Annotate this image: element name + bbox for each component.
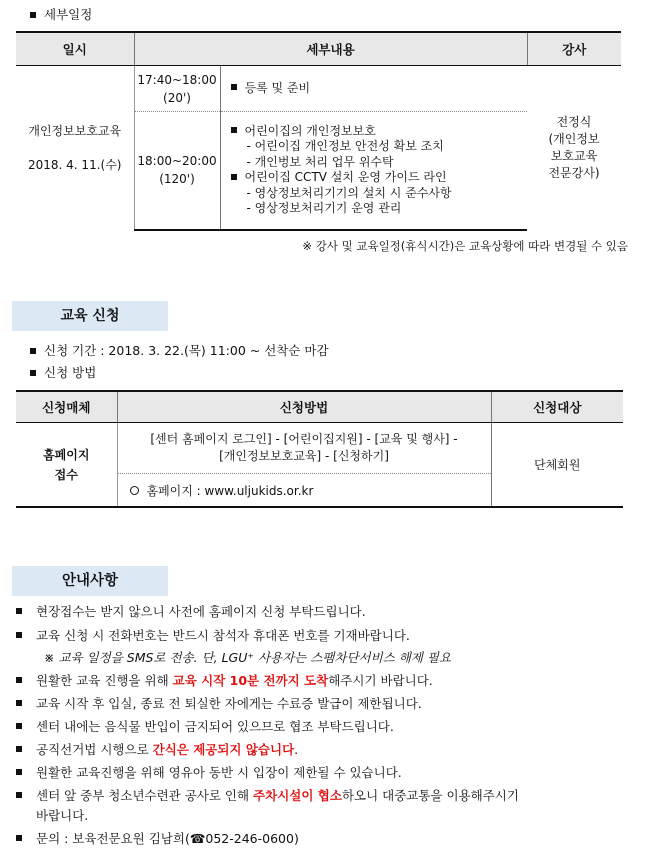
header-method: 신청방법 [117,391,491,423]
bullet-icon [30,348,36,354]
schedule-date-cell: 개인정보보호교육 2018. 4. 11.(수) [28,123,122,172]
bullet-icon [16,608,22,614]
target-cell: 단체회원 [491,423,623,508]
bullet-icon [30,12,36,18]
bullet-icon [231,84,237,90]
bullet-icon [16,835,22,841]
header-lecturer: 강사 [527,32,621,66]
method-cell: [센터 홈페이지 로그인] - [어린이집지원] - [교육 및 행사] - [개인정보보호교육] - [신청하기] [117,423,491,474]
lecturer-cell: 전정식 (개인정보 보호교육 전문강사) [548,114,600,180]
bullet-icon [16,677,22,683]
header-date: 일시 [16,32,134,66]
notice-item-continued: 바랍니다. [36,808,89,823]
schedule-heading: 세부일정 [30,5,92,23]
bullet-icon [16,746,22,752]
circle-icon [130,486,139,495]
schedule-note: ※ 강사 및 교육일정(휴식시간)은 교육상황에 따라 변경될 수 있음 [302,239,628,253]
bullet-icon [16,792,22,798]
content-cell-1: 등록 및 준비 [220,66,527,112]
application-title: 교육 신청 [12,301,168,331]
notice-item: 현장접수는 받지 않으니 사전에 홈페이지 신청 부탁드립니다. [36,602,366,620]
notice-item: 교육 시작 후 입실, 종료 전 퇴실한 자에게는 수료증 발급이 제한됩니다. [36,694,422,712]
bullet-icon [231,174,237,180]
bullet-icon [30,370,36,376]
content-cell-2: 어린이집의 개인정보보호 - 어린이집 개인정보 안전성 확보 조치 - 개인벙보 처리 업무 위수탁 어린이집 CCTV 설치 운영 가이드 라인 - 영상정보처리기기의 설치 시 준수사항 - 영상정보처리기기 운영 관리 [220,112,527,230]
notices-title: 안내사항 [12,566,168,596]
notice-item: 원활한 교육 진행을 위해 교육 시작 10분 전까지 도착해주시기 바랍니다. [36,671,433,689]
time-cell-1: 17:40~18:00 (20') [134,66,220,112]
bullet-icon [16,723,22,729]
application-table [16,390,623,508]
bullet-icon [16,769,22,775]
notice-contact: 문의 : 보육전문요원 김남희(☎052-246-0600) [36,829,299,847]
notice-item: 공직선거법 시행으로 간식은 제공되지 않습니다. [36,740,298,758]
bullet-icon [16,632,22,638]
bullet-icon [16,700,22,706]
notice-item: 원활한 교육진행을 위해 영유아 동반 시 입장이 제한될 수 있습니다. [36,763,402,781]
schedule-table [16,31,621,231]
application-period: 신청 기간 : 2018. 3. 22.(목) 11:00 ~ 선착순 마감 [30,341,329,359]
homepage-cell [117,474,491,508]
time-cell-2: 18:00~20:00 (120') [134,112,220,230]
header-target: 신청대상 [491,391,623,423]
homepage-link[interactable]: 홈페이지 : www.uljukids.or.kr [146,483,314,498]
notice-item: 교육 신청 시 전화번호는 반드시 참석자 휴대폰 번호를 기재바랍니다. [36,626,410,644]
header-content: 세부내용 [134,32,527,66]
notice-item: 센터 앞 중부 청소년수련관 공사로 인해 주차시설이 협소하오니 대중교통을 이용해주시기 [36,786,519,804]
media-cell: 홈페이지 접수 [16,423,117,508]
bullet-icon [231,127,237,133]
notice-sms-note: ※ 교육 일정을 SMS로 전송. 단, LGU⁺ 사용자는 스팸차단서비스 해제 필요 [44,650,452,665]
application-method-heading: 신청 방법 [30,363,96,381]
header-media: 신청매체 [16,391,117,423]
notice-item: 센터 내에는 음식물 반입이 금지되어 있으므로 협조 부탁드립니다. [36,717,394,735]
